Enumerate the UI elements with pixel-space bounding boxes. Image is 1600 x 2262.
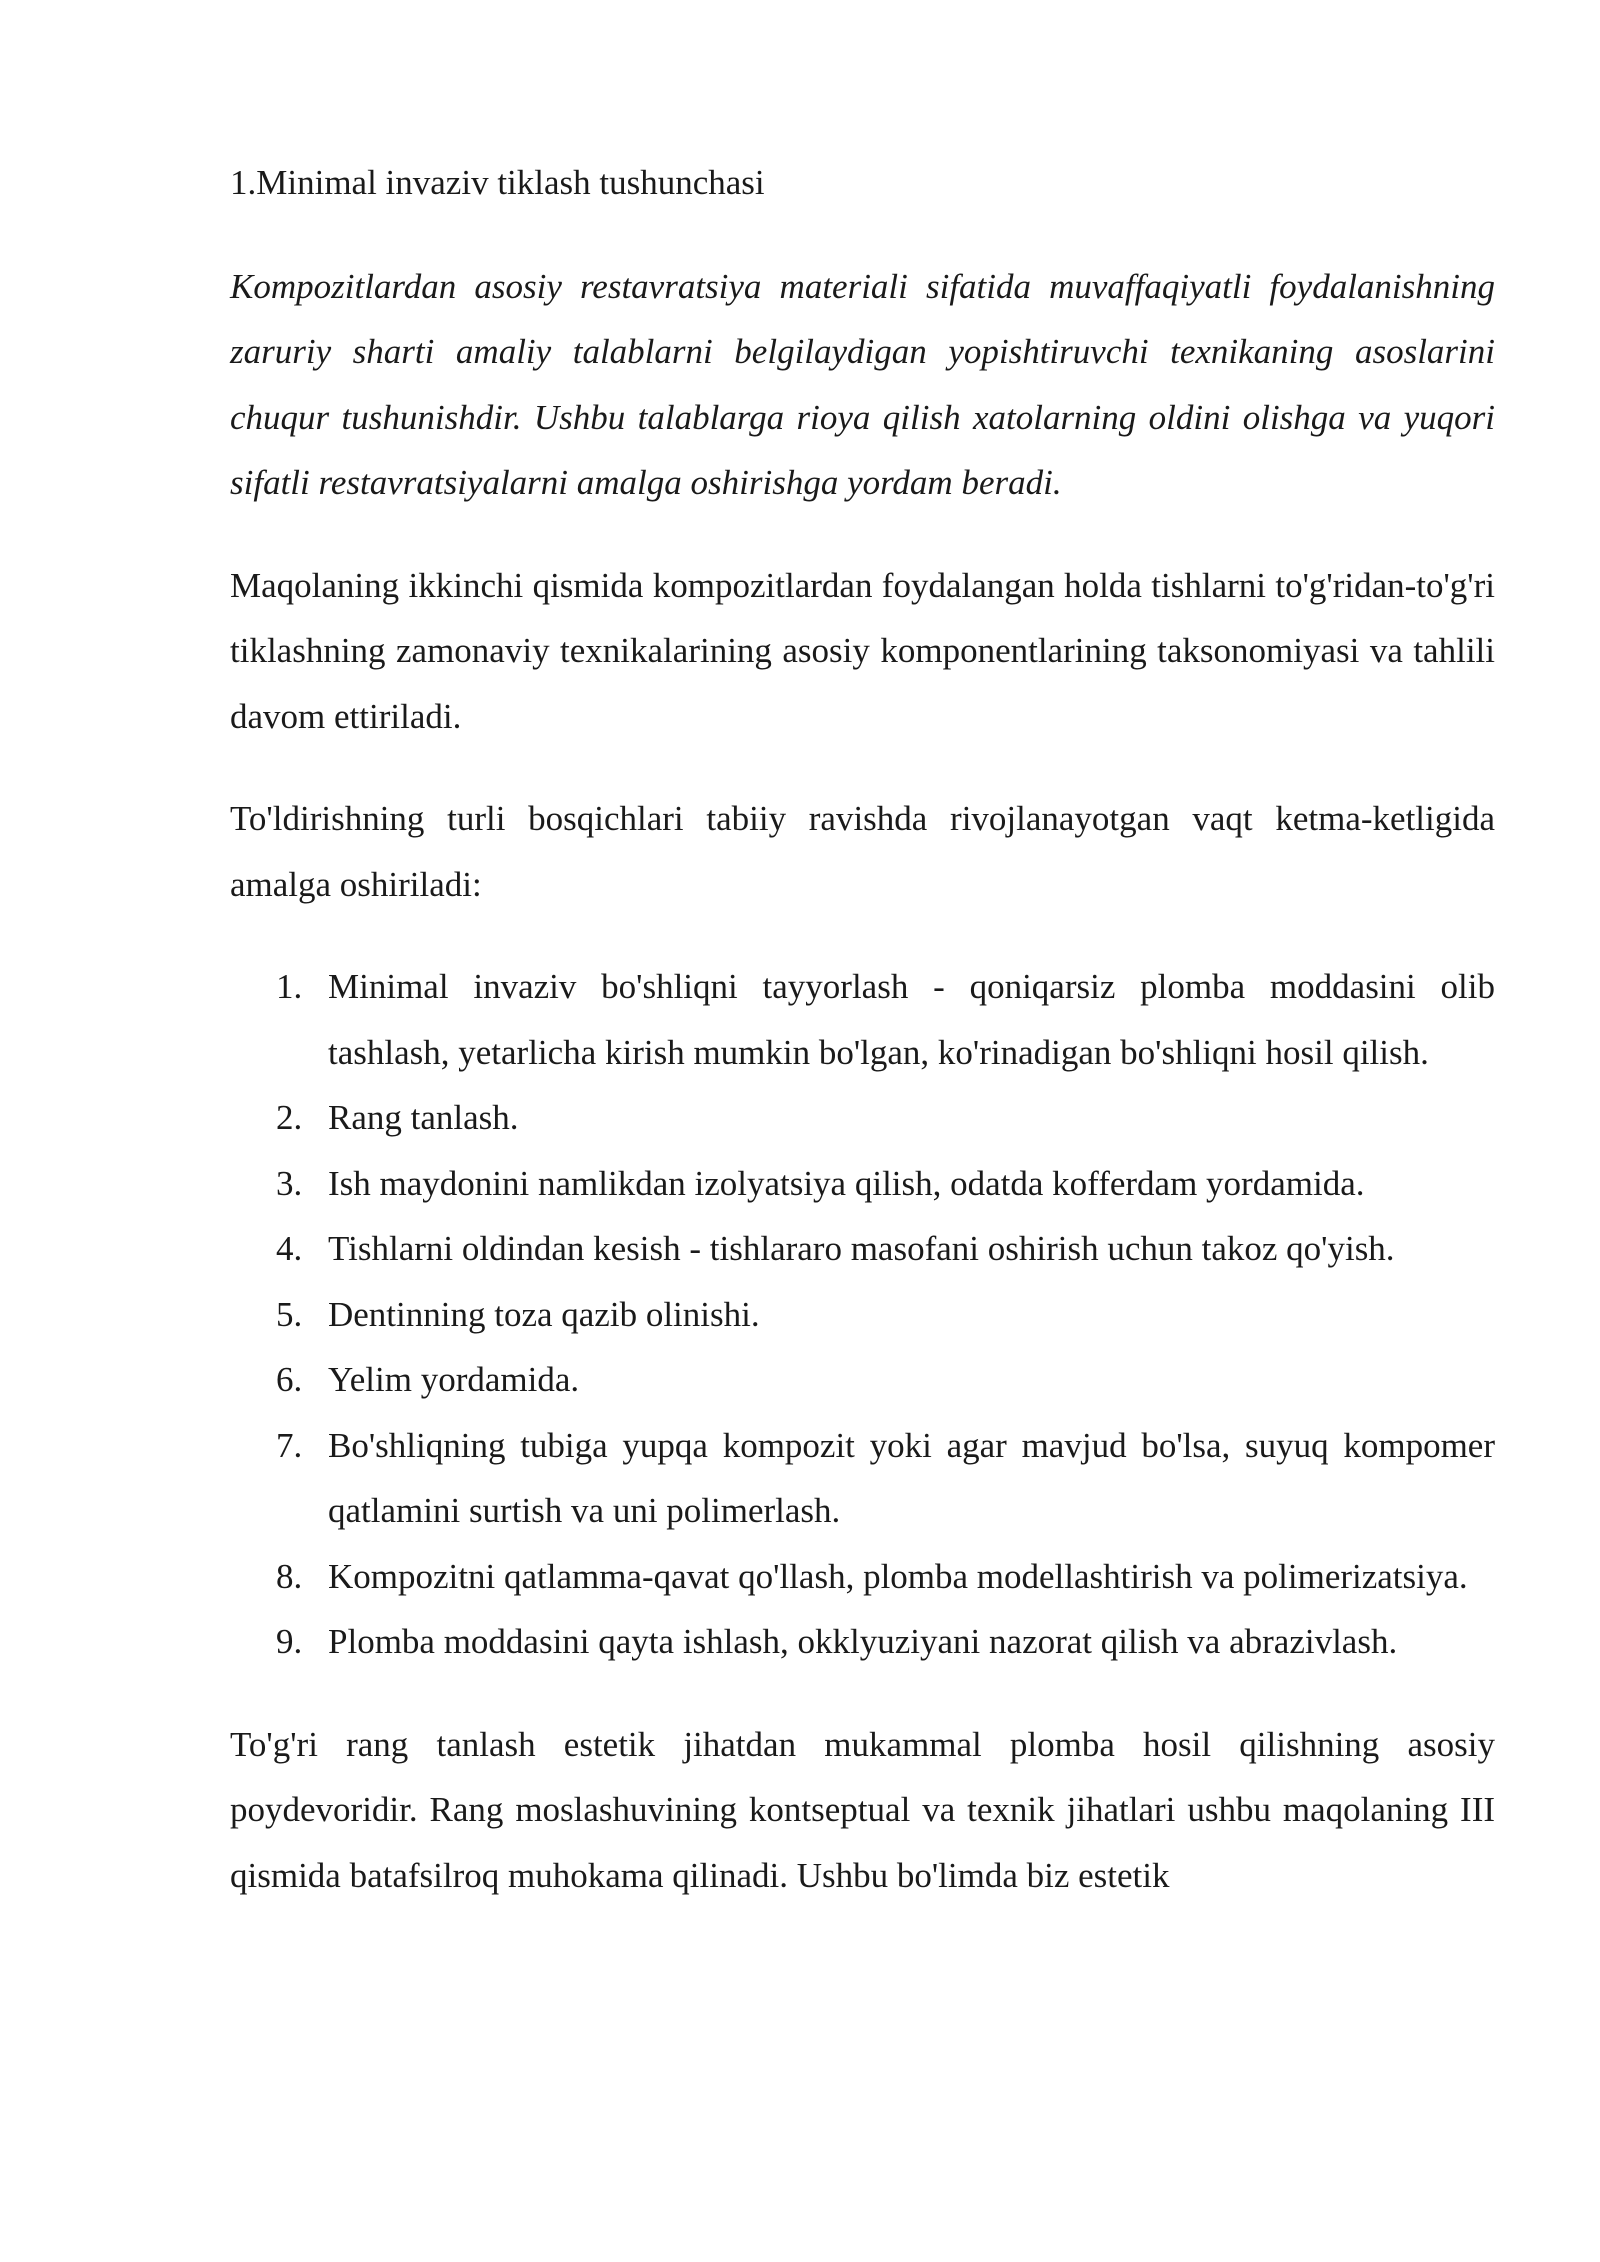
list-item-number: 3. <box>276 1163 303 1203</box>
list-item <box>276 1216 1495 1282</box>
list-item-number: 9. <box>276 1622 303 1661</box>
document-page <box>230 150 1495 1945</box>
list-item-text: Minimal invaziv bo'shliqni tayyorlash - qoniqarsiz plomba moddasini olib tashlash, yetarlicha kirish mumkin bo'lgan, ko'rinadigan bo'shliqni hosil qilish. <box>328 967 1495 1072</box>
list-item-text: Plomba moddasini qayta ishlash, okklyuziyani nazorat qilish va abrazivlash. <box>328 1622 1398 1661</box>
list-item <box>276 954 1495 1085</box>
list-item-text: Dentinning toza qazib olinishi. <box>328 1294 760 1334</box>
list-item <box>276 1609 1495 1675</box>
section-heading: 1.Minimal invaziv tiklash tushunchasi <box>230 163 765 202</box>
list-item-number: 7. <box>276 1425 303 1465</box>
list-item <box>276 1347 1495 1413</box>
list-item-number: 1. <box>276 967 303 1006</box>
list-item-text: Ish maydonini namlikdan izolyatsiya qilish, odatda kofferdam yordamida. <box>328 1163 1365 1203</box>
list-item-text: Bo'shliqning tubiga yupqa kompozit yoki agar mavjud bo'lsa, suyuq kompomer qatlamini surtish va uni polimerlash. <box>328 1425 1495 1530</box>
list-item <box>276 1085 1495 1151</box>
list-item-number: 5. <box>276 1294 303 1334</box>
list-item-text: Yelim yordamida. <box>328 1360 580 1399</box>
list-item-text: Rang tanlash. <box>328 1098 519 1137</box>
intro-paragraph: Kompozitlardan asosiy restavratsiya materiali sifatida muvaffaqiyatli foydalanishning zaruriy sharti amaliy talablarni belgilaydigan yopishtiruvchi texnikaning asoslarini chuqur tushunishdir. Ushbu talablarga rioya qilish xatolarning oldini olishga va yuqori sifatli restavratsiyalarni amalga oshirishga yordam beradi. <box>230 266 1495 502</box>
list-item <box>276 1151 1495 1217</box>
list-item <box>276 1544 1495 1610</box>
list-item-number: 2. <box>276 1098 303 1137</box>
list-item <box>276 1413 1495 1544</box>
second-paragraph: Maqolaning ikkinchi qismida kompozitlardan foydalangan holda tishlarni to'g'ridan-to'g'ri tiklashning zamonaviy texnikalarining asosiy komponentlarining taksonomiyasi va tahlili davom ettiriladi. <box>230 565 1495 736</box>
list-item-text: Tishlarni oldindan kesish - tishlararo masofani oshirish uchun takoz qo'yish. <box>328 1229 1395 1268</box>
list-item <box>276 1282 1495 1348</box>
list-item-number: 6. <box>276 1360 303 1399</box>
steps-intro-paragraph: To'ldirishning turli bosqichlari tabiiy ravishda rivojlanayotgan vaqt ketma-ketligida amalga oshiriladi: <box>230 799 1495 904</box>
closing-paragraph: To'g'ri rang tanlash estetik jihatdan mukammal plomba hosil qilishning asosiy poydevoridir. Rang moslashuvining kontseptual va texnik jihatlari ushbu maqolaning III qismida batafsilroq muhokama qilinadi. Ushbu bo'limda biz estetik <box>230 1724 1495 1895</box>
list-item-number: 4. <box>276 1229 303 1268</box>
list-item-number: 8. <box>276 1556 303 1596</box>
list-item-text: Kompozitni qatlamma-qavat qo'llash, plomba modellashtirish va polimerizatsiya. <box>328 1556 1468 1596</box>
steps-list <box>230 954 1495 1675</box>
